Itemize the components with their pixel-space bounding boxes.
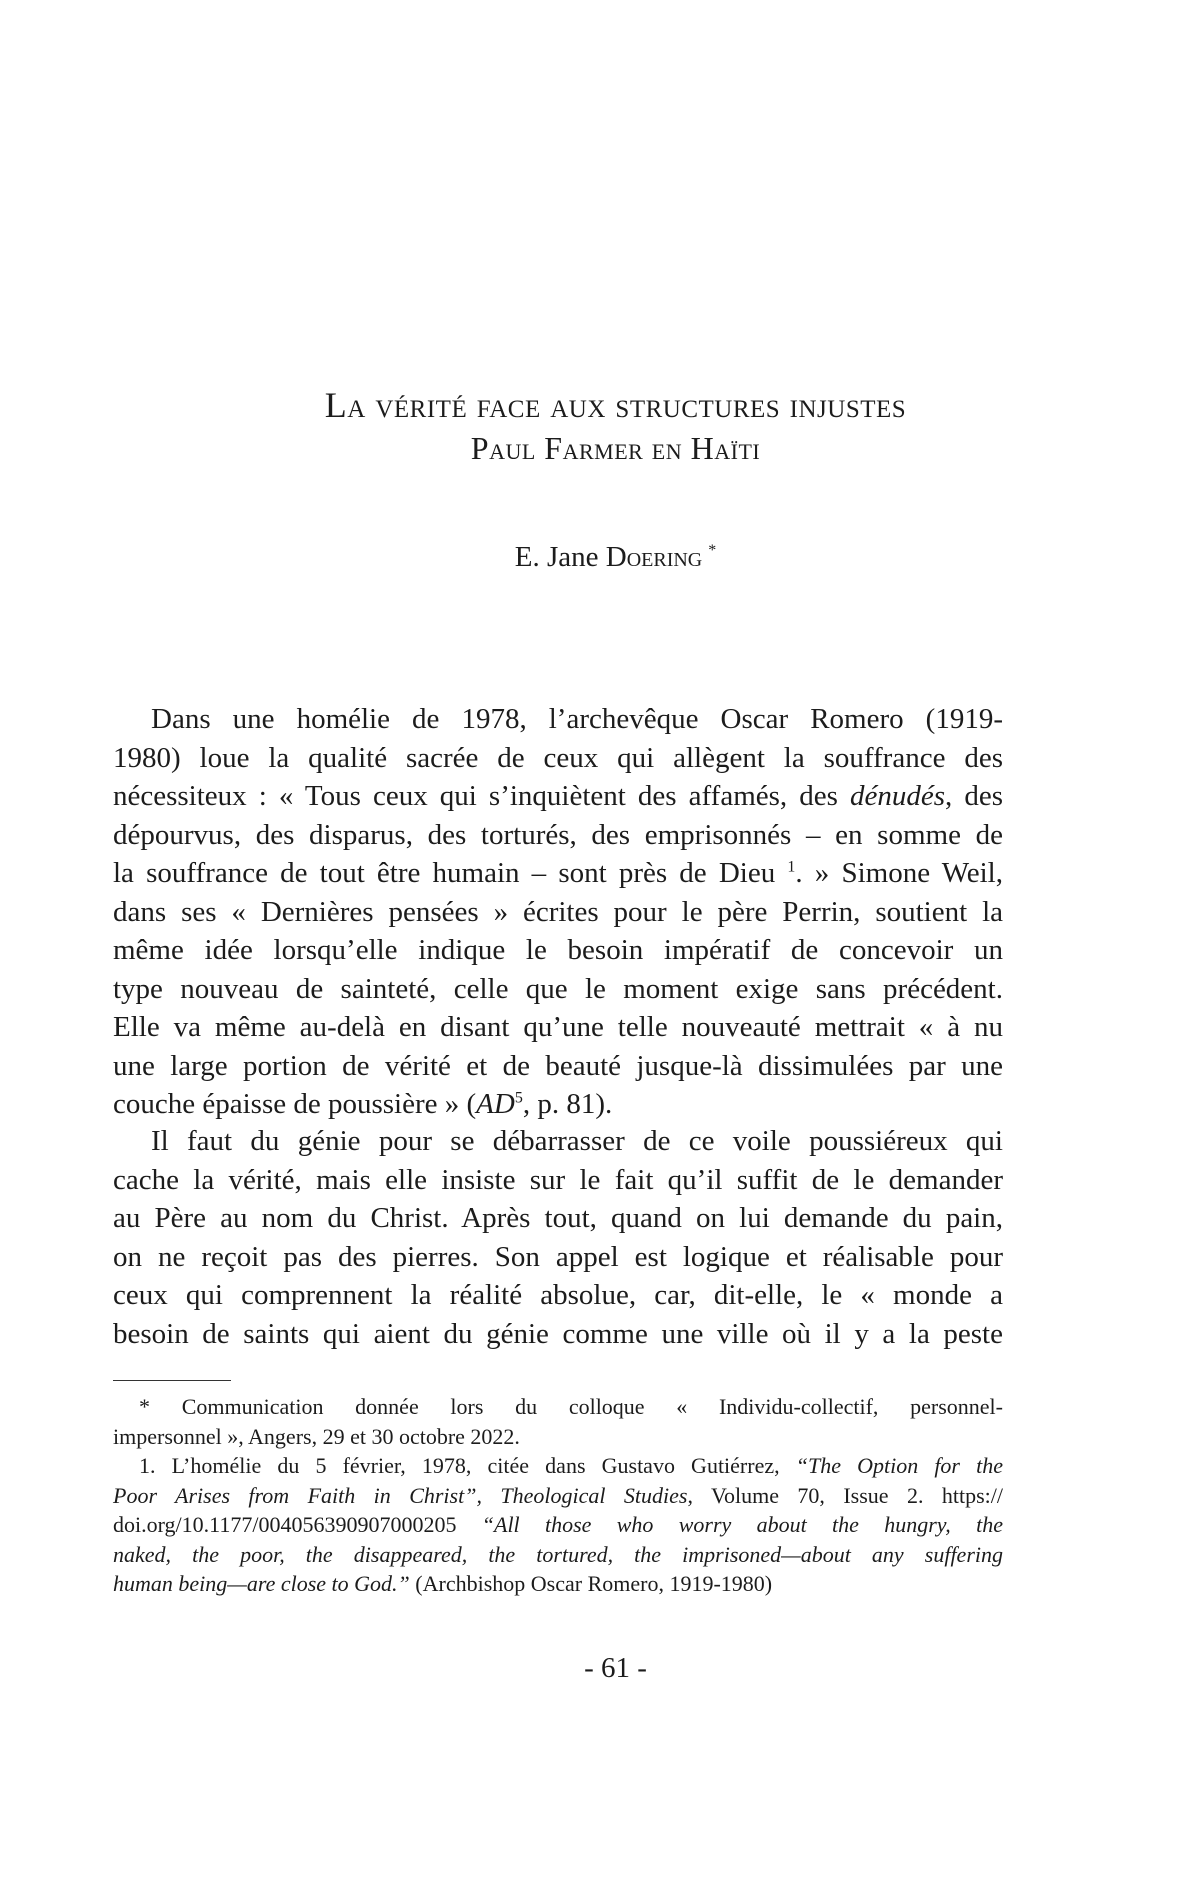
author-given-name: E. Jane (514, 541, 599, 573)
doi-link: doi.org/10.1177/004056390907000205 (113, 1512, 482, 1537)
paragraph-line: ceux qui comprennent la réalité absolue, car, dit-elle, le « monde a (113, 1279, 1003, 1311)
italic-run: human being—are close to God.” (113, 1571, 410, 1596)
italic-run: “The Option for the (795, 1453, 1003, 1478)
article-subtitle: Paul Farmer en Haïti (470, 430, 761, 466)
italic-word: dénudés (849, 780, 945, 812)
footnote-line (113, 1481, 1003, 1511)
paragraph-line: 1980) loue la qualité sacrée de ceux qui allègent la souffrance des (113, 741, 1003, 774)
footnote-star (113, 1392, 1003, 1451)
italic-abbrev: AD (476, 1088, 515, 1120)
footnote-separator (113, 1380, 231, 1381)
text-run: , Volume 70, Issue 2. https:// (687, 1482, 1003, 1508)
footnote-1 (113, 1451, 1003, 1599)
paragraph-2 (113, 1122, 1003, 1353)
paragraph-line: cache la vérité, mais elle insiste sur le fait qu’il suffit de le demander (113, 1163, 1003, 1196)
paragraph-line: on ne reçoit pas des pierres. Son appel est logique et réalisable pour (113, 1240, 1003, 1273)
italic-run: Poor Arises from Faith in Christ”, Theological Studies (113, 1482, 688, 1508)
italic-run: naked, the poor, the disappeared, the tortured, the imprisoned—about any suffering (113, 1541, 1003, 1567)
paragraph-line: type nouveau de sainteté, celle que le moment exige sans précédent. (113, 972, 1003, 1005)
paragraph-line: Elle va même au-delà en disant qu’une telle nouveauté mettrait « à nu (113, 1011, 1003, 1043)
footnote-line (113, 1569, 1003, 1599)
paragraph-line: Il faut du génie pour se débarrasser de ce voile poussiéreux qui (151, 1125, 1003, 1157)
text-run: , des (945, 780, 1003, 812)
text-run: 1. L’homélie du 5 février, 1978, citée dans Gustavo Gutiérrez, (139, 1453, 796, 1478)
author-footnote-mark: * (708, 542, 717, 560)
text-run: couche épaisse de poussière » ( (113, 1088, 477, 1120)
text-run: . » Simone Weil, (795, 857, 1003, 889)
paragraph-line (113, 1085, 1003, 1124)
text-run: nécessiteux : « Tous ceux qui s’inquiètent des affamés, des (113, 780, 850, 812)
paragraph-line: une large portion de vérité et de beauté jusque-là dissimulées par une (113, 1049, 1003, 1082)
footnote-line (113, 1510, 1003, 1540)
article-title: La vérité face aux structures injustes (324, 385, 907, 425)
text-run: la souffrance de tout être humain – sont près de Dieu (113, 857, 788, 889)
text-run: , p. 81). (522, 1088, 613, 1120)
footnote-line: impersonnel », Angers, 29 et 30 octobre 2022. (113, 1423, 520, 1449)
author-line (0, 541, 1201, 574)
italic-run: “All those who worry about the hungry, the (481, 1512, 1003, 1537)
footnote-ref-1: 1 (787, 858, 796, 876)
page-number: - 61 - (584, 1652, 647, 1684)
paragraph-line (113, 854, 1003, 893)
paragraph-line: Dans une homélie de 1978, l’archevêque Oscar Romero (1919- (151, 703, 1003, 735)
footnote-line: * Communication donnée lors du colloque « Individu-collectif, personnel- (139, 1394, 1003, 1419)
edition-superscript: 5 (514, 1089, 523, 1107)
footnote-line (113, 1540, 1003, 1570)
paragraph-line: dans ses « Dernières pensées » écrites pour le père Perrin, soutient la (113, 895, 1003, 928)
paragraph-line: dépourvus, des disparus, des torturés, des emprisonnés – en somme de (113, 818, 1003, 851)
author-surname: Doering (605, 541, 703, 573)
paragraph-line (113, 777, 1003, 816)
paragraph-line: même idée lorsqu’elle indique le besoin impératif de concevoir un (113, 934, 1003, 966)
footnote-line (113, 1451, 1003, 1481)
paragraph-line: besoin de saints qui aient du génie comme une ville où il y a la peste (113, 1317, 1003, 1350)
paragraph-line: au Père au nom du Christ. Après tout, quand on lui demande du pain, (113, 1202, 1003, 1234)
text-run: (Archbishop Oscar Romero, 1919-1980) (409, 1571, 773, 1596)
paragraph-1 (113, 700, 1003, 1124)
